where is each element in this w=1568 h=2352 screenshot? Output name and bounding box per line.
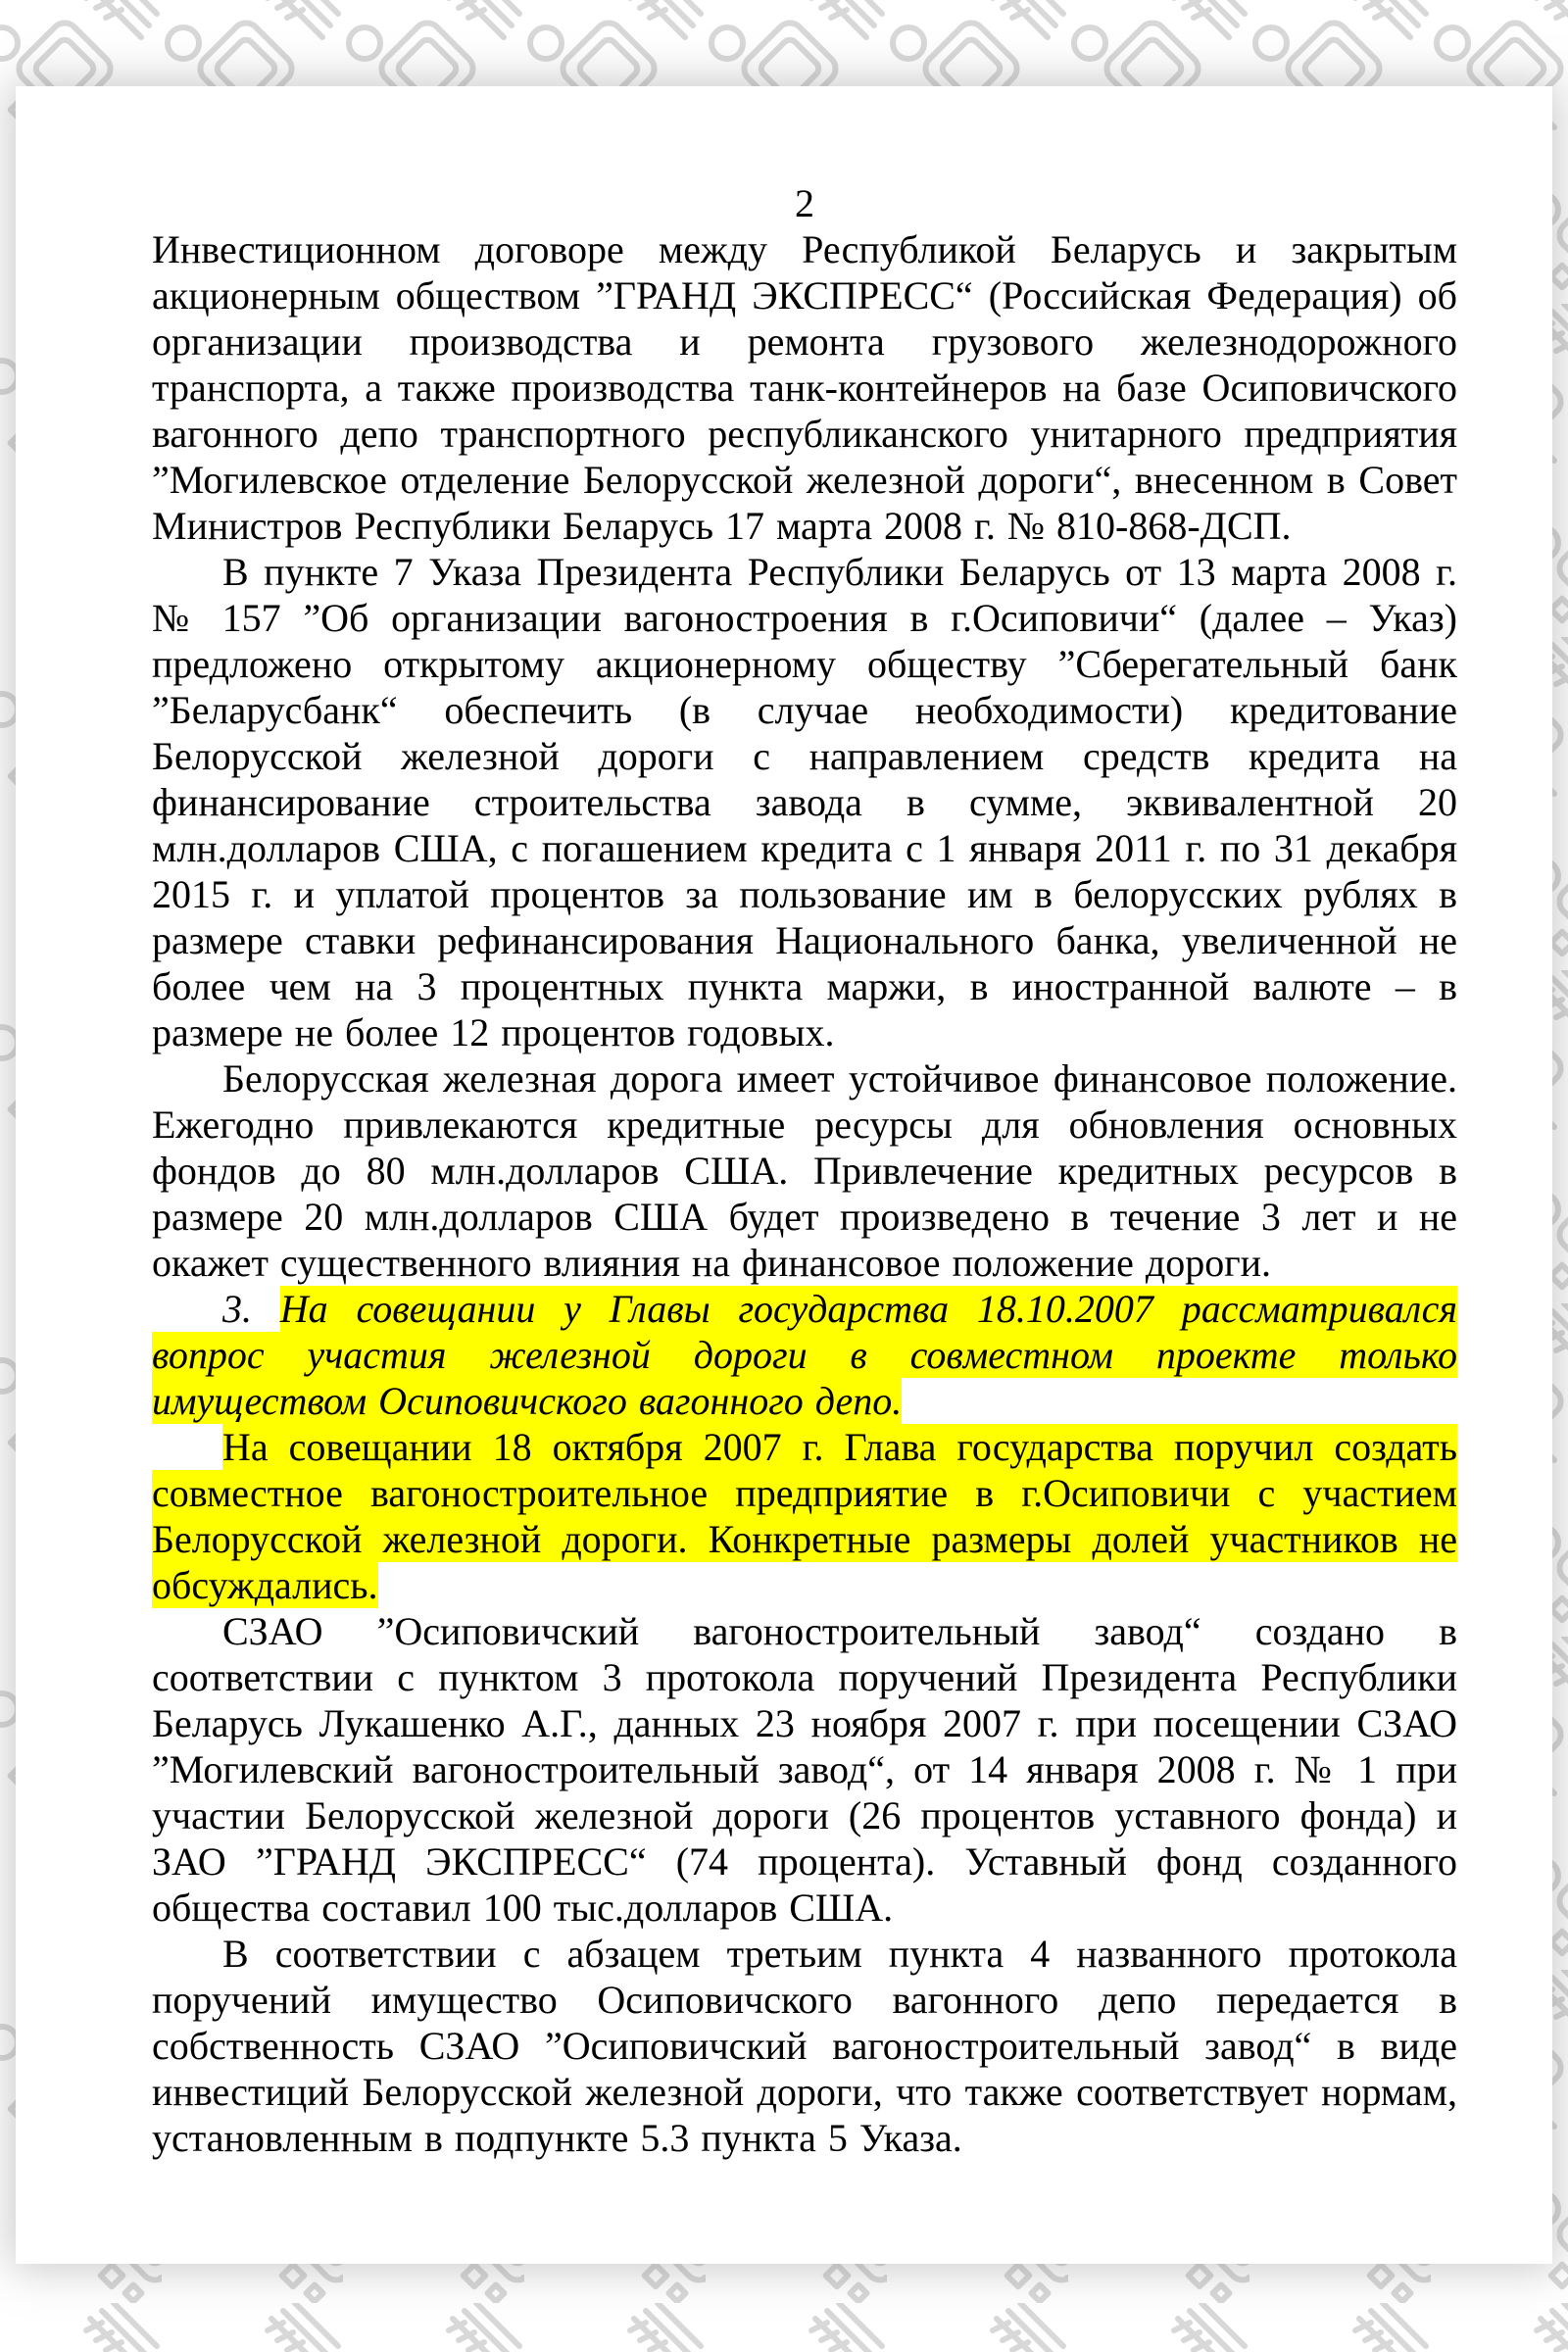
paragraph [152, 226, 1457, 549]
paragraph [152, 1286, 1457, 1424]
text-segment: Белорусская железная дорога имеет устойчивое финансовое положение. Ежегодно привлекаются кредитные ресурсы для обновления основных фондов до 80 млн.долларов США. Привлечение кредитных ресурсов в размере 20 млн.долларов США будет произведено в течение 3 лет и не окажет существенного влияния на финансовое положение дороги. [152, 1056, 1457, 1285]
highlighted-text: На совещании 18 октября 2007 г. Глава государства поручил создать совместное вагоностроительное предприятие в г.Осиповичи с участием Белорусской железной дороги. Конкретные размеры долей участников не обсуждались. [152, 1425, 1457, 1607]
text-segment: В пункте 7 Указа Президента Республики Беларусь от 13 марта 2008 г. № 157 ”Об организации вагоностроения в г.Осиповичи“ (далее – Указ) предложено открытому акционерному обществу ”Сберегательный банк ”Беларусбанк“ обеспечить (в случае необходимости) кредитование Белорусской железной дороги с направлением средств кредита на финансирование строительства завода в сумме, эквивалентной 20 млн.долларов США, с погашением кредита с 1 января 2011 г. по 31 декабря 2015 г. и уплатой процентов за пользование им в белорусских рублях в размере ставки рефинансирования Национального банка, увеличенной не более чем на 3 процентных пункта маржи, в иностранной валюте – в размере не более 12 процентов годовых. [152, 550, 1457, 1054]
paragraph [152, 1055, 1457, 1286]
paragraph [152, 1931, 1457, 2161]
text-segment: Инвестиционном договоре между Республикой Беларусь и закрытым акционерным обществом ”ГРАНД ЭКСПРЕСС“ (Российская Федерация) об организации производства и ремонта грузового железнодорожного транспорта, а также производства танк-контейнеров на базе Осиповичского вагонного депо транспортного республиканского унитарного предприятия ”Могилевское отделение Белорусской железной дороги“, внесенном в Совет Министров Республики Беларусь 17 марта 2008 г. № 810-868-ДСП. [152, 227, 1457, 548]
paragraph [152, 1608, 1457, 1931]
text-segment: СЗАО ”Осиповичский вагоностроительный завод“ создано в соответствии с пунктом 3 протокола поручений Президента Республики Беларусь Лукашенко А.Г., данных 23 ноября 2007 г. при посещении СЗАО ”Могилевский вагоностроительный завод“, от 14 января 2008 г. № 1 при участии Белорусской железной дороги (26 процентов уставного фонда) и ЗАО ”ГРАНД ЭКСПРЕСС“ (74 процента). Уставный фонд созданного общества составил 100 тыс.долларов США. [152, 1609, 1457, 1930]
highlighted-text: На совещании у Главы государства 18.10.2007 рассматривался вопрос участия железной дороги в совместном проекте только имуществом Осиповичского вагонного депо. [152, 1287, 1457, 1423]
paragraph [152, 1424, 1457, 1608]
paragraph [152, 549, 1457, 1055]
document-paragraphs [152, 226, 1457, 2161]
document-page [16, 86, 1552, 2264]
text-segment: В соответствии с абзацем третьим пункта 4 названного протокола поручений имущество Осиповичского вагонного депо передается в собственность СЗАО ”Осиповичский вагоностроительный завод“ в виде инвестиций Белорусской железной дороги, что также соответствует нормам, установленным в подпункте 5.3 пункта 5 Указа. [152, 1932, 1457, 2160]
page-number: 2 [795, 181, 814, 225]
text-segment: 3. [222, 1287, 280, 1331]
